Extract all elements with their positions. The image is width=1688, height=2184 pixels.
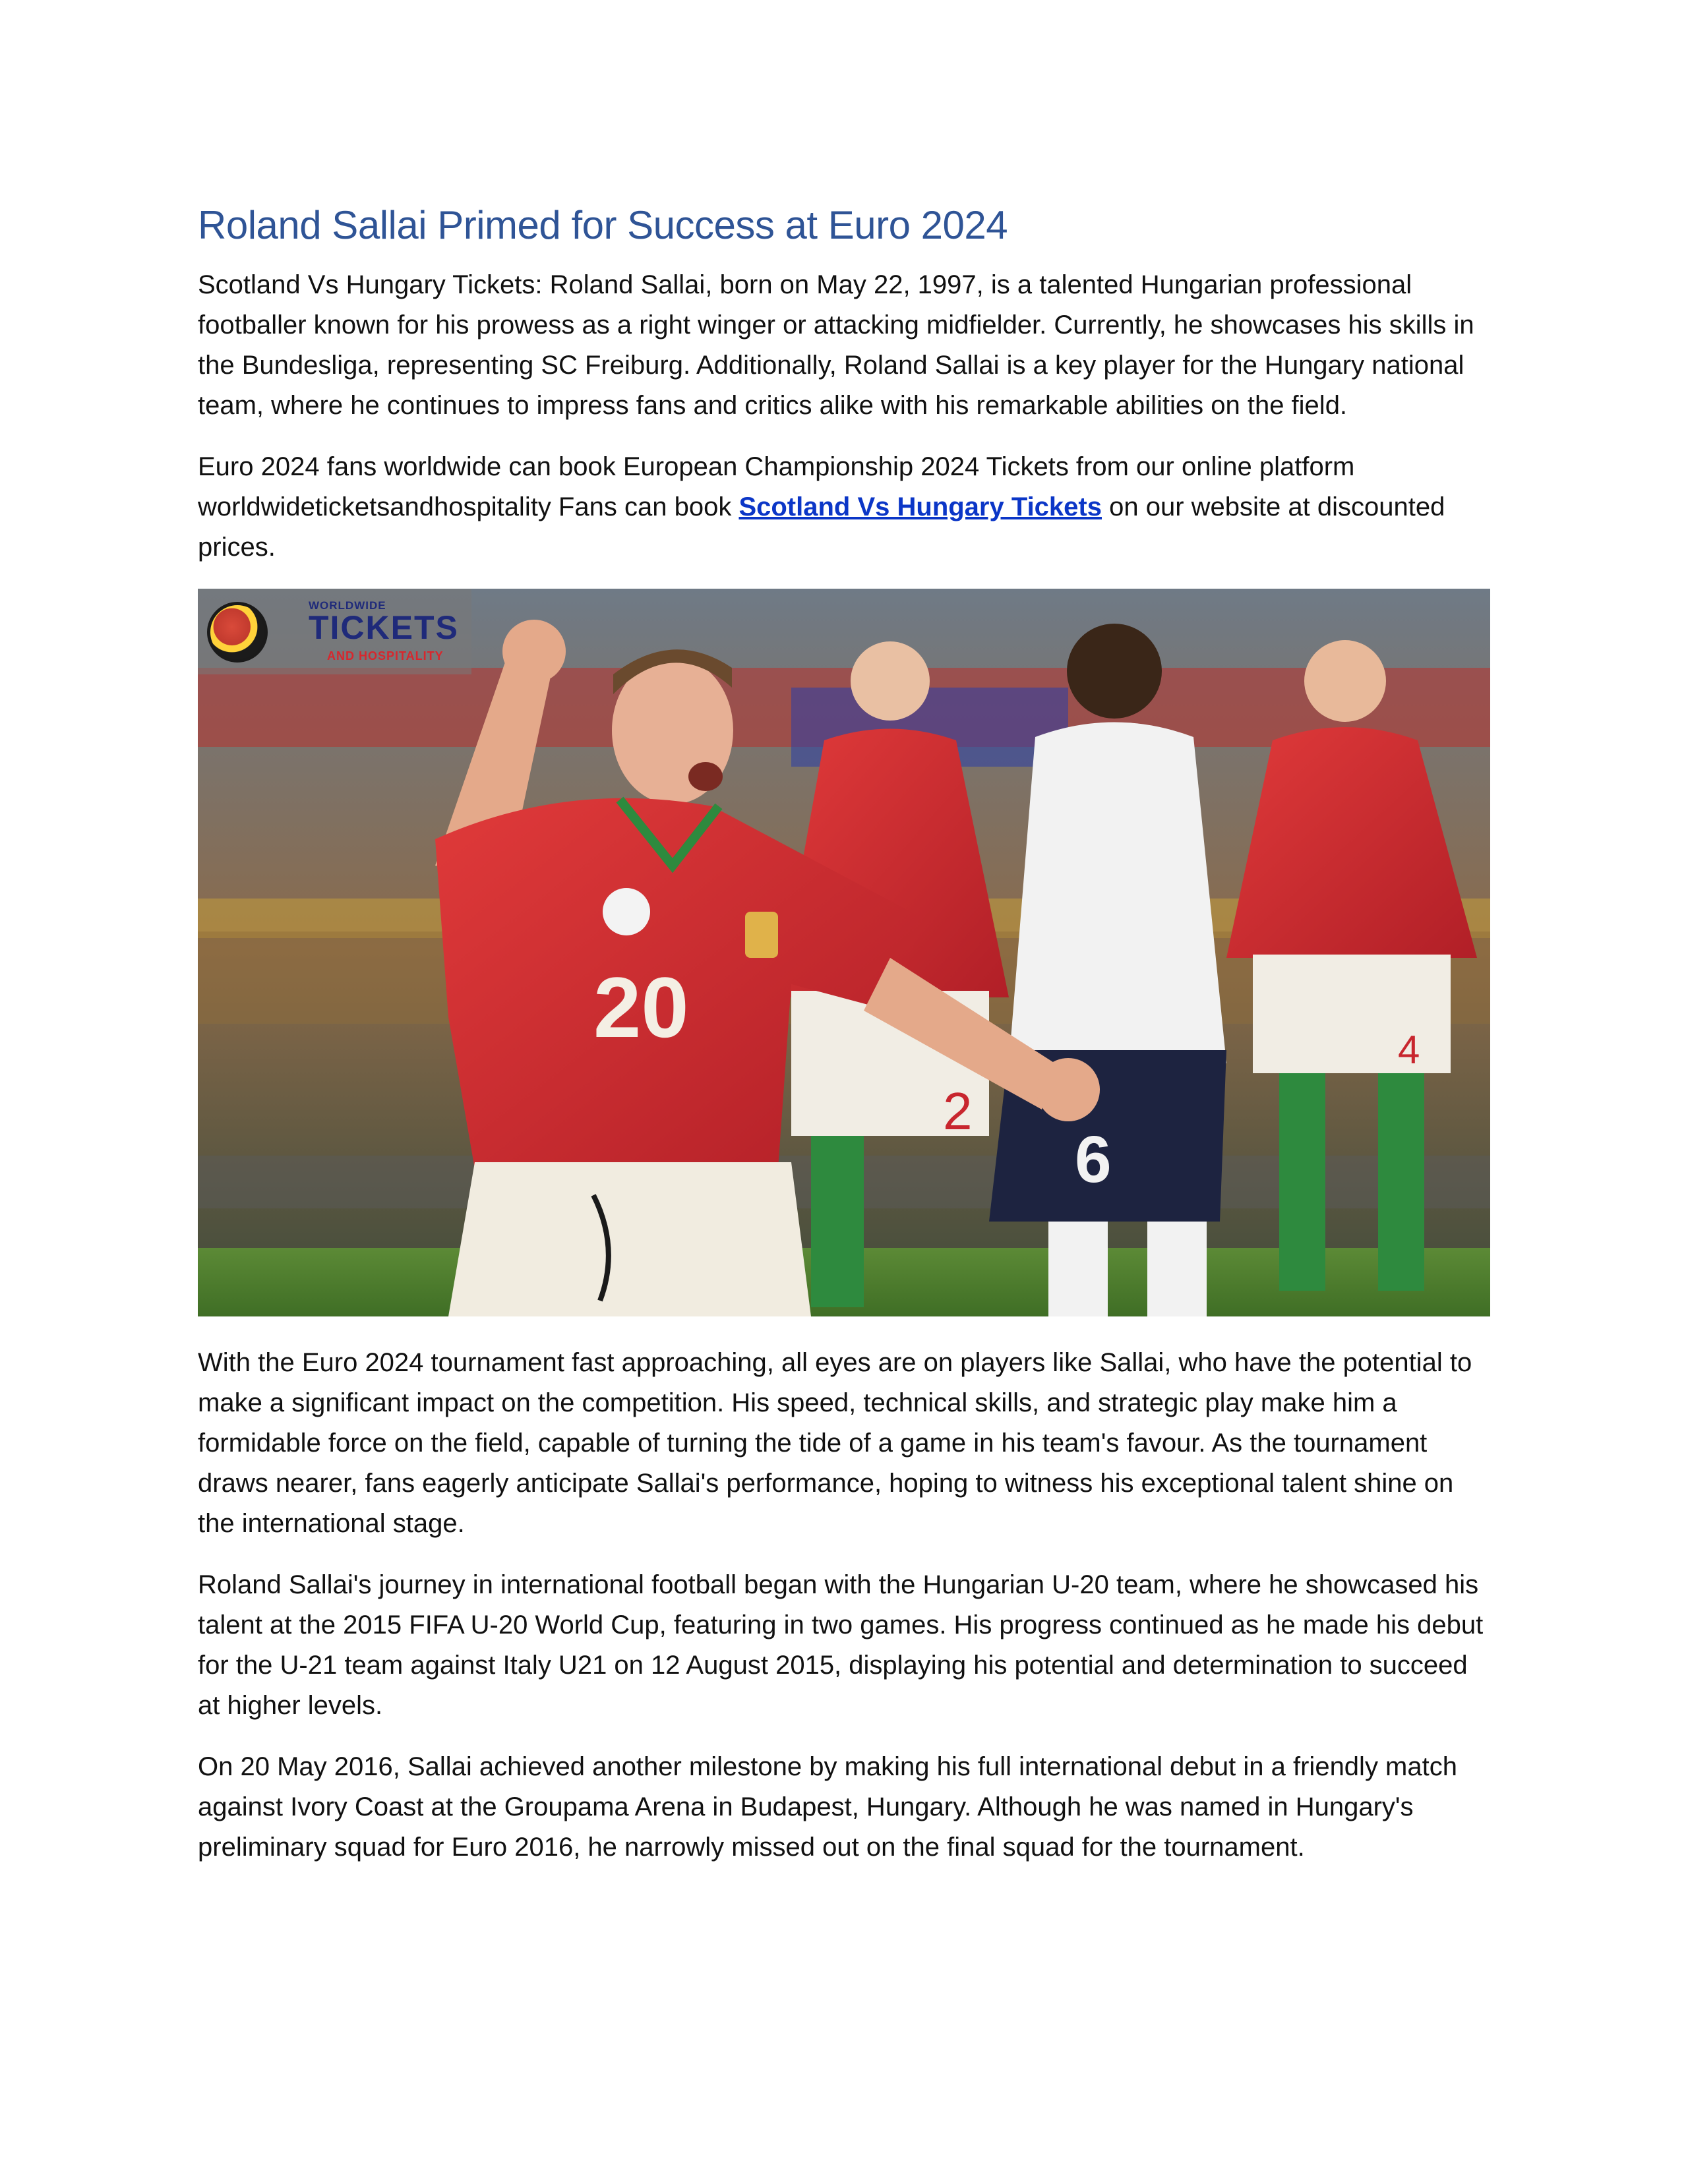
jersey-number-white: 6 <box>1075 1123 1112 1196</box>
globe-icon <box>207 602 268 663</box>
paragraph-intro: Scotland Vs Hungary Tickets: Roland Sallai, born on May 22, 1997, is a talented Hungarian professional footballer known for his prowess as a right winger or attacking midfielder. Currently, he showcases his skills in the Bundesliga, representing SC Freiburg. Additionally, Roland Sallai is a key player for the Hungary national team, where he continues to impress fans and critics alike with his remarkable abilities on the field. <box>198 270 1474 420</box>
jersey-number-main: 20 <box>593 959 689 1055</box>
football-celebration-image <box>198 589 1490 1316</box>
logo-line-1: WORLDWIDE <box>309 599 386 612</box>
article-body <box>198 198 1490 1889</box>
article-title: Roland Sallai Primed for Success at Euro 2024 <box>198 203 1008 247</box>
watermark-logo <box>198 589 471 674</box>
article-photo <box>198 589 1490 1316</box>
paragraph-senior-debut: On 20 May 2016, Sallai achieved another milestone by making his full international debut in a friendly match against Ivory Coast at the Groupama Arena in Budapest, Hungary. Although he was named in Hungary's preliminary squad for Euro 2016, he narrowly missed out on the final squad for the tournament. <box>198 1752 1457 1862</box>
paragraph-tournament: With the Euro 2024 tournament fast approaching, all eyes are on players like Sallai, who have the potential to make a significant impact on the competition. His speed, technical skills, and strategic play make him a formidable force on the field, capable of turning the tide of a game in his team's favour. As the tournament draws nearer, fans eagerly anticipate Sallai's performance, hoping to witness his exceptional talent shine on the international stage. <box>198 1348 1472 1538</box>
scotland-vs-hungary-tickets-link[interactable]: Scotland Vs Hungary Tickets <box>738 492 1102 521</box>
paragraph-booking-text-1: Euro 2024 fans worldwide can book European Championship 2024 Tickets from our online platform worldwideticketsandhospitality Fans can book <box>198 452 1355 521</box>
logo-line-2: TICKETS <box>309 609 459 646</box>
paragraph-booking-text-2: on our website at discounted prices. <box>198 492 1445 562</box>
jersey-number-back: 2 <box>943 1082 973 1140</box>
paragraph-booking <box>198 447 1490 568</box>
logo-line-3: AND HOSPITALITY <box>327 649 444 663</box>
paragraph-youth-career: Roland Sallai's journey in international football began with the Hungarian U-20 team, where he showcased his talent at the 2015 FIFA U-20 World Cup, featuring in two games. His progress continued as he made his debut for the U-21 team against Italy U21 on 12 August 2015, displaying his potential and determination to succeed at higher levels. <box>198 1570 1484 1720</box>
jersey-number-right: 4 <box>1398 1028 1420 1072</box>
